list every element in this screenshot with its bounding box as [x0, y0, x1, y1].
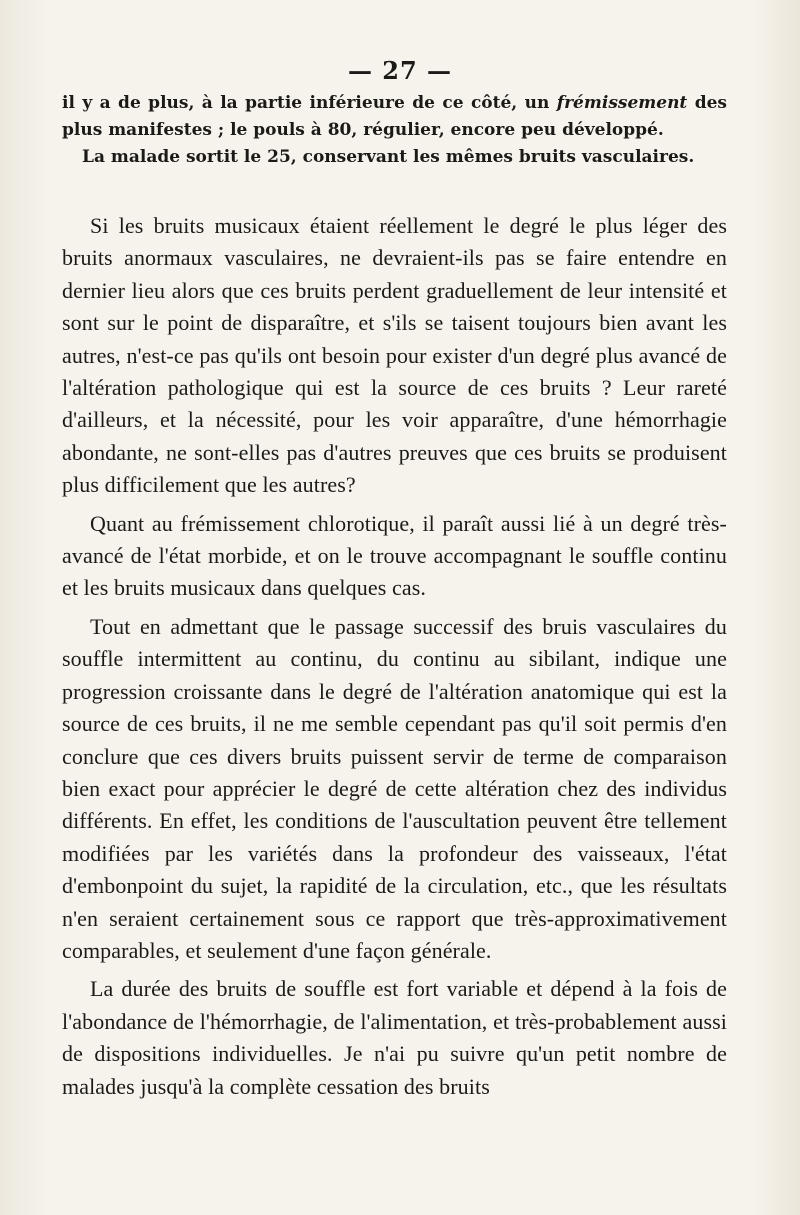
body-text	[62, 210, 727, 1109]
paragraph-3: Tout en admettant que le passage successif des bruis vasculaires du souffle intermittent au continu, du continu au sibilant, indique une progression croissante dans le degré de l'altération anatomique qui est la source de ces bruits, il ne me semble cependant pas qu'il soit permis d'en conclure que ces divers bruits puissent servir de terme de comparaison bien exact pour apprécier le degré de cette altération chez des individus différents. En effet, les conditions de l'auscultation peuvent être tellement modifiées par les variétés dans la profondeur des vaisseaux, l'état d'embonpoint du sujet, la rapidité de la circulation, etc., que les résultats n'en seraient certainement sous ce rapport que très-approximativement comparables, et seulement d'une façon générale.	[62, 613, 727, 963]
paragraph-1: Si les bruits musicaux étaient réellement le degré le plus léger des bruits anormaux vasculaires, ne devraient-ils pas se faire entendre en dernier lieu alors que ces bruits perdent graduellement de leur intensité et sont sur le point de disparaître, et s'ils se taisent toujours bien avant les autres, n'est-ce pas qu'ils ont besoin pour exister d'un degré plus avancé de l'altération pathologique qui est la source de ces bruits ? Leur rareté d'ailleurs, et la nécessité, pour les voir apparaître, d'une hémorrhagie abondante, ne sont-elles pas d'autres preuves que ces bruits se produisent plus difficilement que les autres?	[62, 213, 727, 498]
case-note-text-b: des plus manifestes ; le pouls à 80, régulier, encore peu développé.	[62, 93, 727, 140]
page-number: — 27 —	[347, 56, 453, 85]
case-note-emphasis: frémissement	[556, 93, 688, 113]
case-note-line-1	[62, 90, 727, 144]
case-note	[62, 90, 727, 171]
case-note-line-2: La malade sortit le 25, conservant les mêmes bruits vasculaires.	[82, 147, 695, 167]
paragraph-4: La durée des bruits de souffle est fort variable et dépend à la fois de l'abondance de l'hémorrhagie, de l'alimentation, et très-probablement aussi de dispositions individuelles. Je n'ai pu suivre qu'un petit nombre de malades jusqu'à la complète cessation des bruits	[62, 976, 727, 1099]
paragraph-2: Quant au frémissement chlorotique, il paraît aussi lié à un degré très-avancé de l'état morbide, et on le trouve accompagnant le souffle continu et les bruits musicaux dans quelques cas.	[62, 510, 727, 601]
case-note-text-a: il y a de plus, à la partie inférieure de ce côté, un	[62, 93, 557, 113]
